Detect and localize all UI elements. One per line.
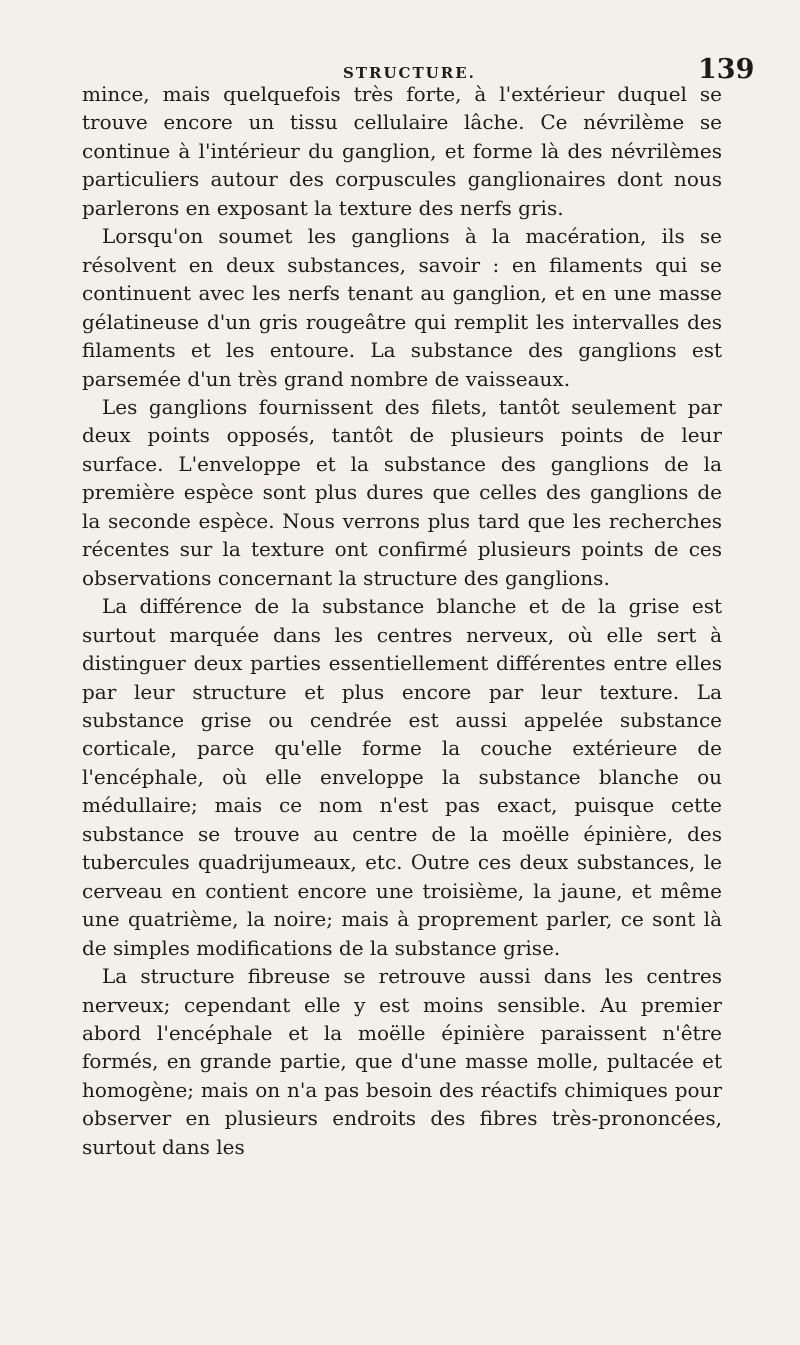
paragraph-filets: Les ganglions fournissent des filets, tantôt seulement par deux points opposés, tantôt de plusieurs points de leur surface. L'enveloppe et la substance des ganglions de la première espèce sont plus dures que celles des ganglions de la seconde espèce. Nous verrons plus tard que les recherches récentes sur la texture ont confirmé plusieurs points de ces observations concernant la structure des ganglions. [82, 394, 722, 590]
paragraph-maceration: Lorsqu'on soumet les ganglions à la macération, ils se résolvent en deux substances, savoir : en filaments qui se continuent avec les nerfs tenant au ganglion, et en une masse gélatineuse d'un gris rougeâtre qui remplit les intervalles des filaments et les entoure. La substance des ganglions est parsemée d'un très grand nombre de vaisseaux. [82, 224, 722, 391]
page-number: 139 [698, 54, 755, 85]
paragraph-structure-fibreuse: La structure fibreuse se retrouve aussi dans les centres nerveux; cependant elle y est moins sensible. Au premier abord l'encéphale et la moëlle épinière paraissent n'être formés, en grande partie, que d'une masse molle, pultacée et homogène; mais on n'a pas besoin des réactifs chimiques pour observer en plusieurs endroits des fibres très-prononcées, surtout dans les [82, 964, 722, 1159]
paragraph-continued: mince, mais quelquefois très forte, à l'extérieur duquel se trouve encore un tissu cellulaire lâche. Ce névrilème se continue à l'intérieur du ganglion, et forme là des névrilèmes particuliers autour des corpuscules ganglionaires dont nous parlerons en exposant la texture des nerfs gris. [82, 82, 722, 220]
body-text [82, 80, 722, 1161]
running-title: STRUCTURE. [343, 64, 476, 82]
paragraph-substances: La différence de la substance blanche et de la grise est surtout marquée dans les centres nerveux, où elle sert à distinguer deux parties essentiellement différentes entre elles par leur structure et plus encore par leur texture. La substance grise ou cendrée est aussi appelée substance corticale, parce qu'elle forme la couche extérieure de l'encéphale, où elle enveloppe la substance blanche ou médullaire; mais ce nom n'est pas exact, puisque cette substance se trouve au centre de la moëlle épinière, des tubercules quadrijumeaux, etc. Outre ces deux substances, le cerveau en contient encore une troisième, la jaune, et même une quatrième, la noire; mais à proprement parler, ce sont là de simples modifications de la substance grise. [82, 594, 722, 960]
